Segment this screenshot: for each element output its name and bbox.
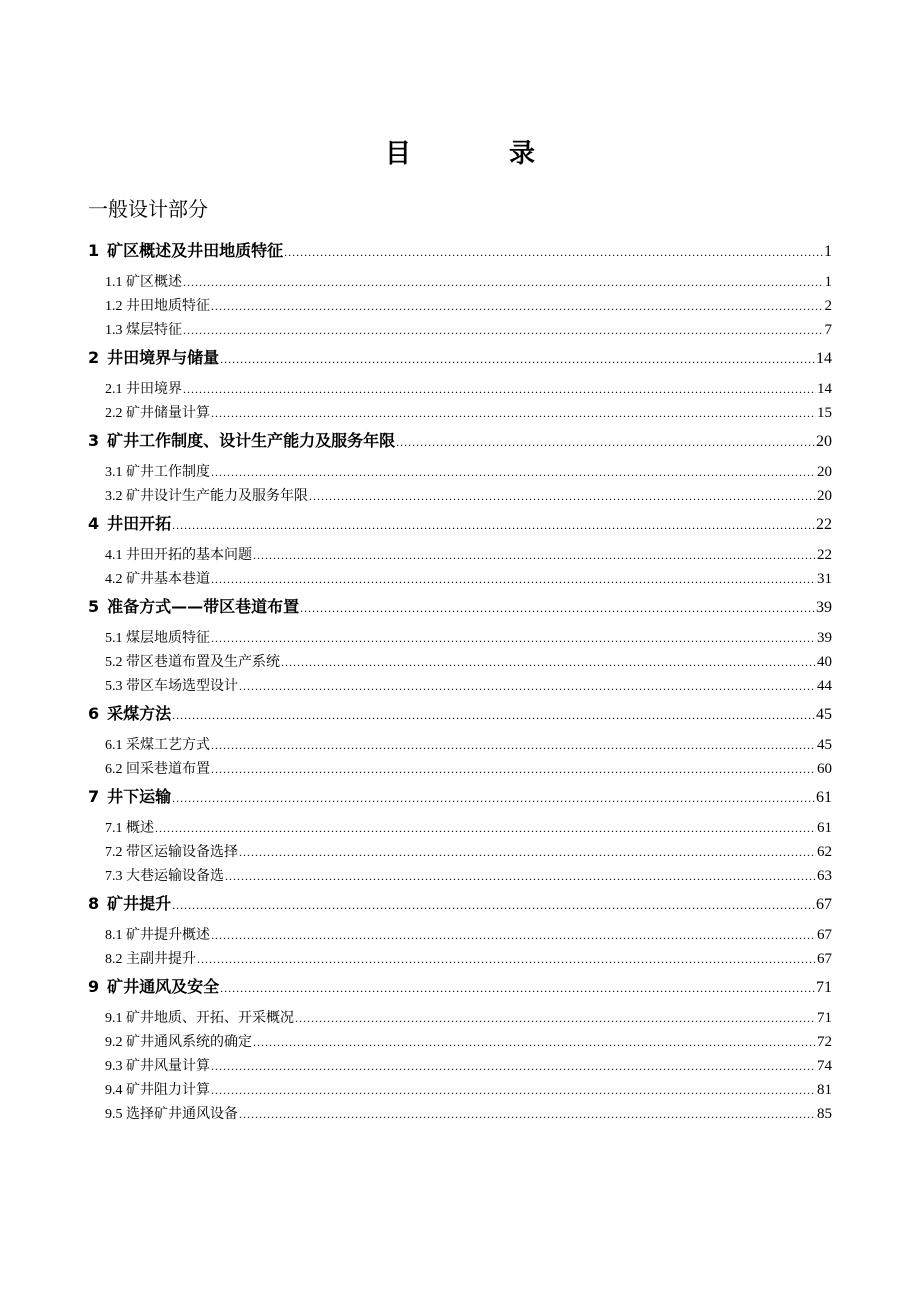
dot-leader — [211, 928, 816, 943]
chapter-number: 7 — [88, 787, 100, 806]
chapter-page-number: 14 — [816, 350, 832, 367]
subsection-title: 6.1 采煤工艺方式 — [105, 738, 210, 753]
dot-leader — [197, 952, 816, 967]
chapter-title: 矿井通风及安全 — [107, 977, 220, 996]
toc-subsection[interactable] — [88, 378, 832, 402]
chapter-page-number: 61 — [816, 789, 832, 806]
subsection-title: 4.1 井田开拓的基本问题 — [105, 548, 252, 563]
chapter-page-number: 67 — [816, 896, 832, 913]
subsection-title: 9.2 矿井通风系统的确定 — [105, 1035, 252, 1050]
toc-subsection[interactable] — [88, 544, 832, 568]
dot-leader — [183, 382, 816, 397]
dot-leader — [172, 791, 815, 806]
dot-leader — [220, 352, 815, 367]
dot-leader — [183, 323, 824, 338]
subsection-title: 3.1 矿井工作制度 — [105, 465, 210, 480]
subsection-page-number: 2 — [824, 298, 832, 314]
toc-subsection[interactable] — [88, 1103, 832, 1127]
subsection-page-number: 81 — [817, 1082, 832, 1098]
table-of-contents — [88, 236, 832, 1127]
chapter-title: 矿井工作制度、设计生产能力及服务年限 — [107, 431, 396, 450]
chapter-page-number: 71 — [816, 979, 832, 996]
subsection-page-number: 7 — [824, 322, 832, 338]
dot-leader — [309, 489, 816, 504]
chapter-title: 矿区概述及井田地质特征 — [107, 241, 284, 260]
toc-subsection[interactable] — [88, 627, 832, 651]
chapter-page-number: 20 — [816, 433, 832, 450]
subsection-title: 7.3 大巷运输设备选 — [105, 869, 224, 884]
toc-chapter-6[interactable] — [88, 701, 832, 734]
dot-leader — [220, 981, 815, 996]
subsection-title: 5.2 带区巷道布置及生产系统 — [105, 655, 280, 670]
toc-subsection[interactable] — [88, 817, 832, 841]
chapter-number: 9 — [88, 977, 100, 996]
toc-subsection[interactable] — [88, 485, 832, 509]
chapter-number: 3 — [88, 431, 100, 450]
subsection-page-number: 62 — [817, 844, 832, 860]
dot-leader — [172, 708, 815, 723]
chapter-page-number: 39 — [816, 599, 832, 616]
subsection-page-number: 67 — [817, 951, 832, 967]
toc-chapter-7[interactable] — [88, 784, 832, 817]
subsection-title: 1.3 煤层特征 — [105, 323, 182, 338]
subsection-page-number: 39 — [817, 630, 832, 646]
subsection-page-number: 45 — [817, 737, 832, 753]
dot-leader — [396, 435, 815, 450]
subsection-title: 9.4 矿井阻力计算 — [105, 1083, 210, 1098]
toc-subsection[interactable] — [88, 295, 832, 319]
toc-subsection[interactable] — [88, 651, 832, 675]
subsection-page-number: 1 — [824, 274, 832, 290]
subsection-title: 2.2 矿井储量计算 — [105, 406, 210, 421]
toc-subsection[interactable] — [88, 1031, 832, 1055]
chapter-number: 4 — [88, 514, 100, 533]
dot-leader — [211, 299, 824, 314]
chapter-title: 采煤方法 — [107, 704, 172, 723]
toc-subsection[interactable] — [88, 271, 832, 295]
dot-leader — [284, 245, 823, 260]
chapter-number: 6 — [88, 704, 100, 723]
toc-subsection[interactable] — [88, 1079, 832, 1103]
chapter-number: 8 — [88, 894, 100, 913]
toc-subsection[interactable] — [88, 319, 832, 343]
chapter-page-number: 22 — [816, 516, 832, 533]
dot-leader — [225, 869, 816, 884]
dot-leader — [211, 762, 816, 777]
toc-subsection[interactable] — [88, 758, 832, 782]
subsection-title: 8.2 主副井提升 — [105, 952, 196, 967]
subsection-title: 2.1 井田境界 — [105, 382, 182, 397]
dot-leader — [211, 1059, 816, 1074]
toc-subsection[interactable] — [88, 865, 832, 889]
dot-leader — [172, 518, 815, 533]
chapter-number: 1 — [88, 241, 100, 260]
subsection-page-number: 63 — [817, 868, 832, 884]
dot-leader — [281, 655, 816, 670]
toc-subsection[interactable] — [88, 1007, 832, 1031]
section-heading: 一般设计部分 — [88, 197, 208, 221]
subsection-page-number: 15 — [817, 405, 832, 421]
chapter-page-number: 1 — [824, 243, 832, 260]
chapter-page-number: 45 — [816, 706, 832, 723]
subsection-title: 7.1 概述 — [105, 821, 154, 836]
toc-subsection[interactable] — [88, 461, 832, 485]
toc-chapter-1[interactable] — [88, 238, 832, 271]
toc-subsection[interactable] — [88, 568, 832, 592]
dot-leader — [155, 821, 816, 836]
dot-leader — [211, 572, 816, 587]
dot-leader — [239, 845, 816, 860]
subsection-title: 4.2 矿井基本巷道 — [105, 572, 210, 587]
dot-leader — [211, 406, 816, 421]
subsection-title: 8.1 矿井提升概述 — [105, 928, 210, 943]
subsection-title: 3.2 矿井设计生产能力及服务年限 — [105, 489, 308, 504]
toc-subsection[interactable] — [88, 675, 832, 699]
toc-chapter-9[interactable] — [88, 974, 832, 1007]
toc-chapter-3[interactable] — [88, 428, 832, 461]
dot-leader — [211, 631, 816, 646]
toc-chapter-8[interactable] — [88, 891, 832, 924]
subsection-title: 5.3 带区车场选型设计 — [105, 679, 238, 694]
dot-leader — [211, 1083, 816, 1098]
toc-subsection[interactable] — [88, 402, 832, 426]
subsection-page-number: 31 — [817, 571, 832, 587]
subsection-page-number: 22 — [817, 547, 832, 563]
chapter-number: 5 — [88, 597, 100, 616]
dot-leader — [211, 738, 816, 753]
toc-subsection[interactable] — [88, 1055, 832, 1079]
chapter-title: 井田境界与储量 — [107, 348, 220, 367]
chapter-number: 2 — [88, 348, 100, 367]
dot-leader — [172, 898, 815, 913]
subsection-title: 5.1 煤层地质特征 — [105, 631, 210, 646]
subsection-title: 6.2 回采巷道布置 — [105, 762, 210, 777]
subsection-title: 9.1 矿井地质、开拓、开采概况 — [105, 1011, 294, 1026]
chapter-title: 矿井提升 — [107, 894, 172, 913]
subsection-title: 9.5 选择矿井通风设备 — [105, 1107, 238, 1122]
toc-subsection[interactable] — [88, 924, 832, 948]
subsection-title: 1.1 矿区概述 — [105, 275, 182, 290]
subsection-page-number: 44 — [817, 678, 832, 694]
chapter-title: 井下运输 — [107, 787, 172, 806]
toc-chapter-2[interactable] — [88, 345, 832, 378]
subsection-title: 9.3 矿井风量计算 — [105, 1059, 210, 1074]
toc-subsection[interactable] — [88, 841, 832, 865]
subsection-title: 7.2 带区运输设备选择 — [105, 845, 238, 860]
subsection-page-number: 60 — [817, 761, 832, 777]
toc-chapter-4[interactable] — [88, 511, 832, 544]
toc-subsection[interactable] — [88, 948, 832, 972]
toc-chapter-5[interactable] — [88, 594, 832, 627]
dot-leader — [253, 548, 816, 563]
dot-leader — [300, 601, 815, 616]
subsection-page-number: 14 — [817, 381, 832, 397]
toc-subsection[interactable] — [88, 734, 832, 758]
subsection-title: 1.2 井田地质特征 — [105, 299, 210, 314]
subsection-page-number: 71 — [817, 1010, 832, 1026]
subsection-page-number: 61 — [817, 820, 832, 836]
dot-leader — [239, 1107, 816, 1122]
dot-leader — [183, 275, 824, 290]
subsection-page-number: 20 — [817, 464, 832, 480]
subsection-page-number: 67 — [817, 927, 832, 943]
subsection-page-number: 40 — [817, 654, 832, 670]
page-title: 目 录 — [384, 139, 571, 169]
subsection-page-number: 74 — [817, 1058, 832, 1074]
dot-leader — [211, 465, 816, 480]
chapter-title: 准备方式——带区巷道布置 — [107, 597, 300, 616]
dot-leader — [239, 679, 816, 694]
dot-leader — [253, 1035, 816, 1050]
subsection-page-number: 20 — [817, 488, 832, 504]
chapter-title: 井田开拓 — [107, 514, 172, 533]
subsection-page-number: 85 — [817, 1106, 832, 1122]
subsection-page-number: 72 — [817, 1034, 832, 1050]
dot-leader — [295, 1011, 816, 1026]
